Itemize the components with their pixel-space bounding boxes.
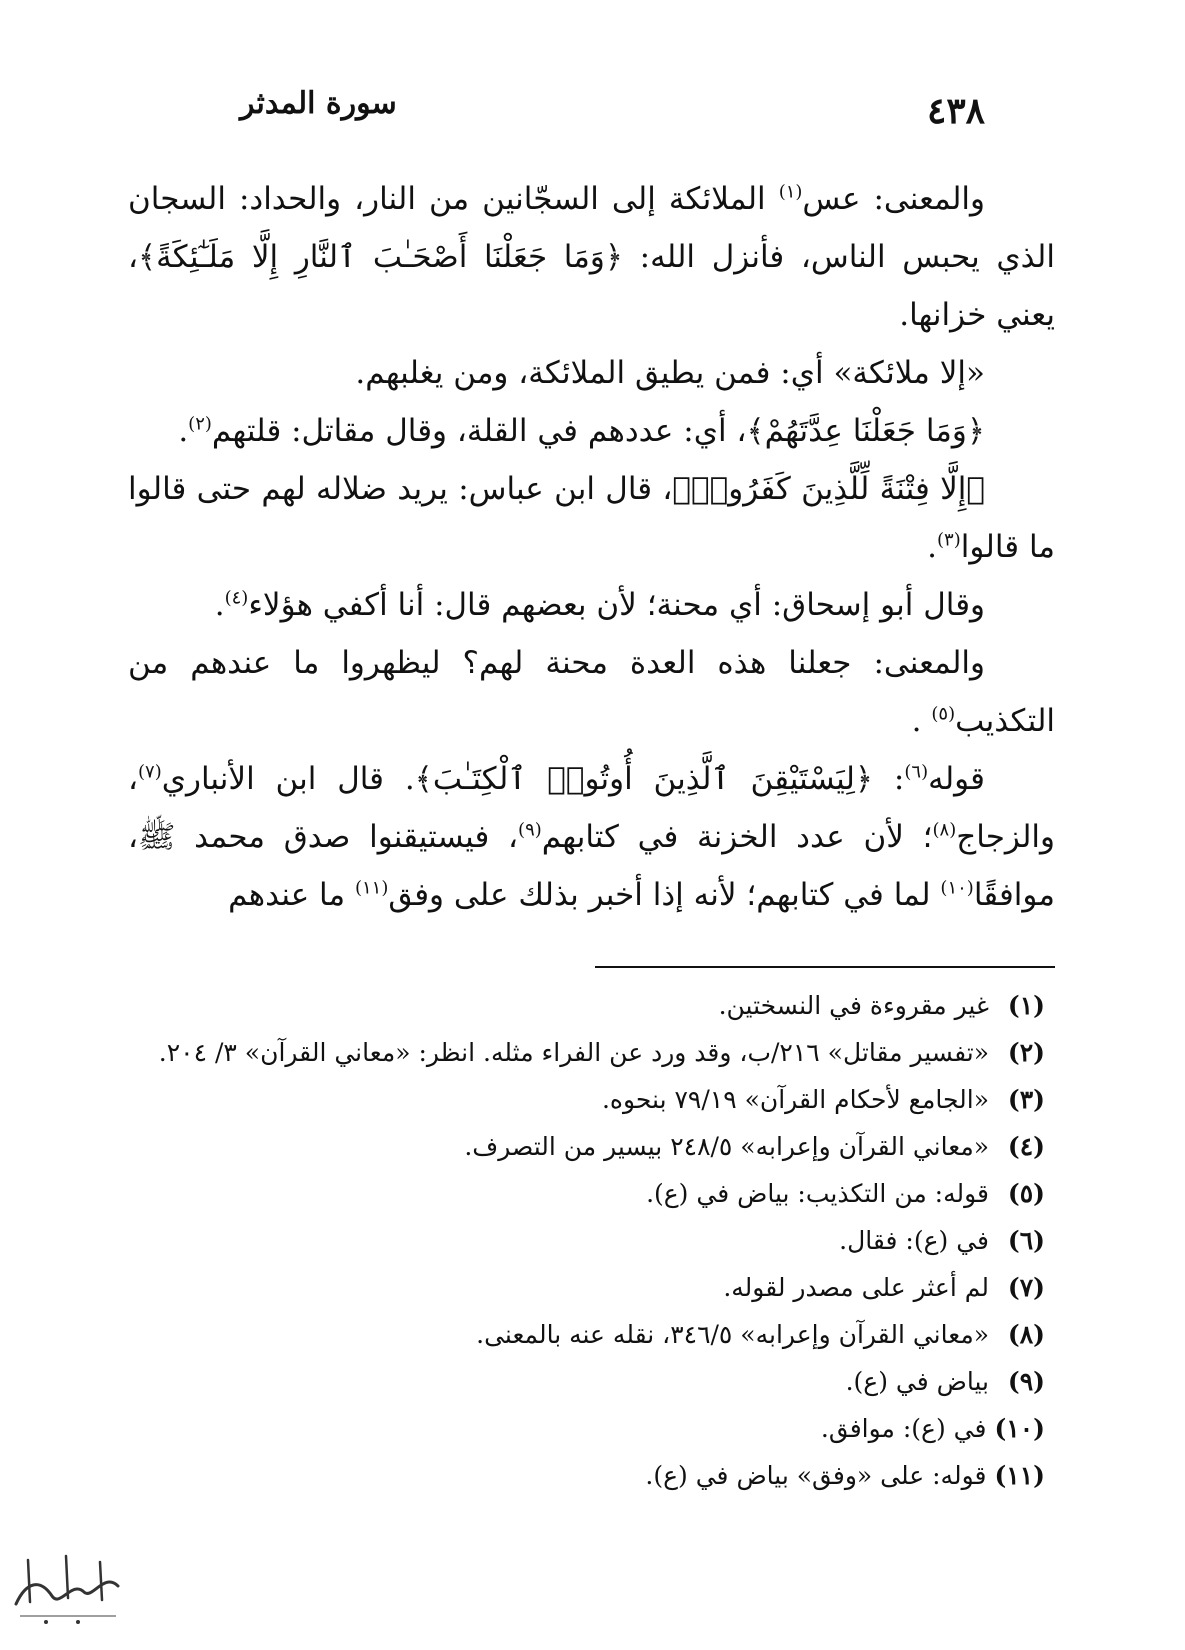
footnote-ref-7[interactable]: (٧) xyxy=(138,761,162,783)
footnote-number: (٥) xyxy=(1007,1179,1045,1208)
footnote-number: (١١) xyxy=(994,1461,1045,1490)
footnote-number: (٢) xyxy=(1007,1038,1045,1067)
page-header xyxy=(130,78,1055,138)
paragraph-5: وقال أبو إسحاق: أي محنة؛ لأن بعضهم قال: أنا أكفي هؤلاء$^{(٤)}$. xyxy=(214,587,985,623)
paragraph-4: ﴿إِلَّا فِتْنَةً لِّلَّذِينَ كَفَرُوا۟﴾، قال ابن عباس: يريد ضلاله لهم حتى قالوا ما قالوا$^{(٣)}$. xyxy=(128,471,1055,565)
footnote-text: «تفسير مقاتل» ٢١٦/ب، وقد ورد عن الفراء مثله. انظر: «معاني القرآن» ٣/ ٢٠٤. xyxy=(158,1038,989,1067)
footnote-item xyxy=(128,1076,1045,1123)
footnote-number: (٤) xyxy=(1007,1132,1045,1161)
footnote-item xyxy=(128,1217,1045,1264)
surah-title: سورة المدثر xyxy=(240,86,397,121)
paragraph-3: ﴿وَمَا جَعَلْنَا عِدَّتَهُمْ﴾، أي: عددهم في القلة، وقال مقاتل: قلتهم$^{(٢)}$. xyxy=(178,413,985,449)
paragraph-7: قوله$^{(٦)}$: ﴿لِيَسْتَيْقِنَ ٱلَّذِينَ أُوتُوا۟ ٱلْكِتَـٰبَ﴾. قال ابن الأنباري$^{(٧)}$، والزجاج$^{(٨)}$؛ لأن عدد الخزنة في كتابهم$^{(٩)}$، فيستيقنوا صدق محمد ﷺ، موافقًا$^{(١٠)}$ لما في كتابهم؛ لأنه إذا أخبر بذلك على وفق$^{(١١)}$ ما عندهم xyxy=(128,761,1055,913)
footnote-text: «معاني القرآن وإعرابه» ٢٤٨/٥ بيسير من التصرف. xyxy=(464,1132,989,1161)
footnote-number: (١) xyxy=(1007,991,1045,1020)
footnote-text: في (ع): موافق. xyxy=(820,1414,987,1443)
footnote-text: قوله: على «وفق» بياض في (ع). xyxy=(645,1461,987,1490)
footnote-text: «معاني القرآن وإعرابه» ٣٤٦/٥، نقله عنه بالمعنى. xyxy=(476,1320,989,1349)
footnote-ref-10[interactable]: (١٠) xyxy=(940,877,974,899)
footnote-number: (٨) xyxy=(1007,1320,1045,1349)
paragraph-2: «إلا ملائكة» أي: فمن يطيق الملائكة، ومن يغلبهم. xyxy=(355,355,985,391)
footnote-number: (٩) xyxy=(1007,1367,1045,1396)
footnote-item xyxy=(128,1405,1045,1452)
footnote-ref-11[interactable]: (١١) xyxy=(354,877,389,899)
paragraph-1: والمعنى: عس$^{(١)}$ الملائكة إلى السجّانين من النار، والحداد: السجان الذي يحبس الناس، فأنزل الله: ﴿وَمَا جَعَلْنَا أَصْحَـٰبَ ٱلنَّارِ إِلَّا مَلَـٰٓئِكَةً﴾، يعني خزانها. xyxy=(128,181,1055,333)
footnote-text: «الجامع لأحكام القرآن» ٧٩/١٩ بنحوه. xyxy=(601,1085,989,1114)
footnote-item xyxy=(128,982,1045,1029)
footnote-text: غير مقروءة في النسختين. xyxy=(718,991,989,1020)
footnote-item xyxy=(128,1264,1045,1311)
footnote-ref-3[interactable]: (٣) xyxy=(937,529,961,551)
footnote-ref-4[interactable]: (٤) xyxy=(224,587,249,609)
footnotes xyxy=(128,982,1045,1499)
footnote-ref-1[interactable]: (١) xyxy=(778,181,803,203)
footnote-ref-6[interactable]: (٦) xyxy=(904,761,929,783)
footnote-text: بياض في (ع). xyxy=(845,1367,989,1396)
footnote-item xyxy=(128,1123,1045,1170)
footnote-number: (٣) xyxy=(1007,1085,1045,1114)
footnote-number: (١٠) xyxy=(994,1414,1045,1443)
page-number: ٤٣٨ xyxy=(926,90,985,132)
footnote-ref-2[interactable]: (٢) xyxy=(188,413,212,435)
footnote-text: قوله: من التكذيب: بياض في (ع). xyxy=(646,1179,989,1208)
footnote-text: في (ع): فقال. xyxy=(839,1226,989,1255)
footnote-item xyxy=(128,1170,1045,1217)
footnote-ref-5[interactable]: (٥) xyxy=(931,703,956,725)
footnote-divider xyxy=(595,966,1055,968)
footnote-item xyxy=(128,1311,1045,1358)
footnote-number: (٦) xyxy=(1007,1226,1045,1255)
main-text xyxy=(128,170,1055,924)
footnote-ref-9[interactable]: (٩) xyxy=(518,819,542,841)
paragraph-6: والمعنى: جعلنا هذه العدة محنة لهم؟ ليظهروا ما عندهم من التكذيب$^{(٥)}$ . xyxy=(128,645,1055,739)
footnote-item xyxy=(128,1029,1045,1076)
footnote-item xyxy=(128,1358,1045,1405)
footnote-item xyxy=(128,1452,1045,1499)
footnote-number: (٧) xyxy=(1007,1273,1045,1302)
calligraphy-logo xyxy=(8,1542,128,1632)
footnote-ref-8[interactable]: (٨) xyxy=(932,819,957,841)
footnote-text: لم أعثر على مصدر لقوله. xyxy=(723,1273,989,1302)
